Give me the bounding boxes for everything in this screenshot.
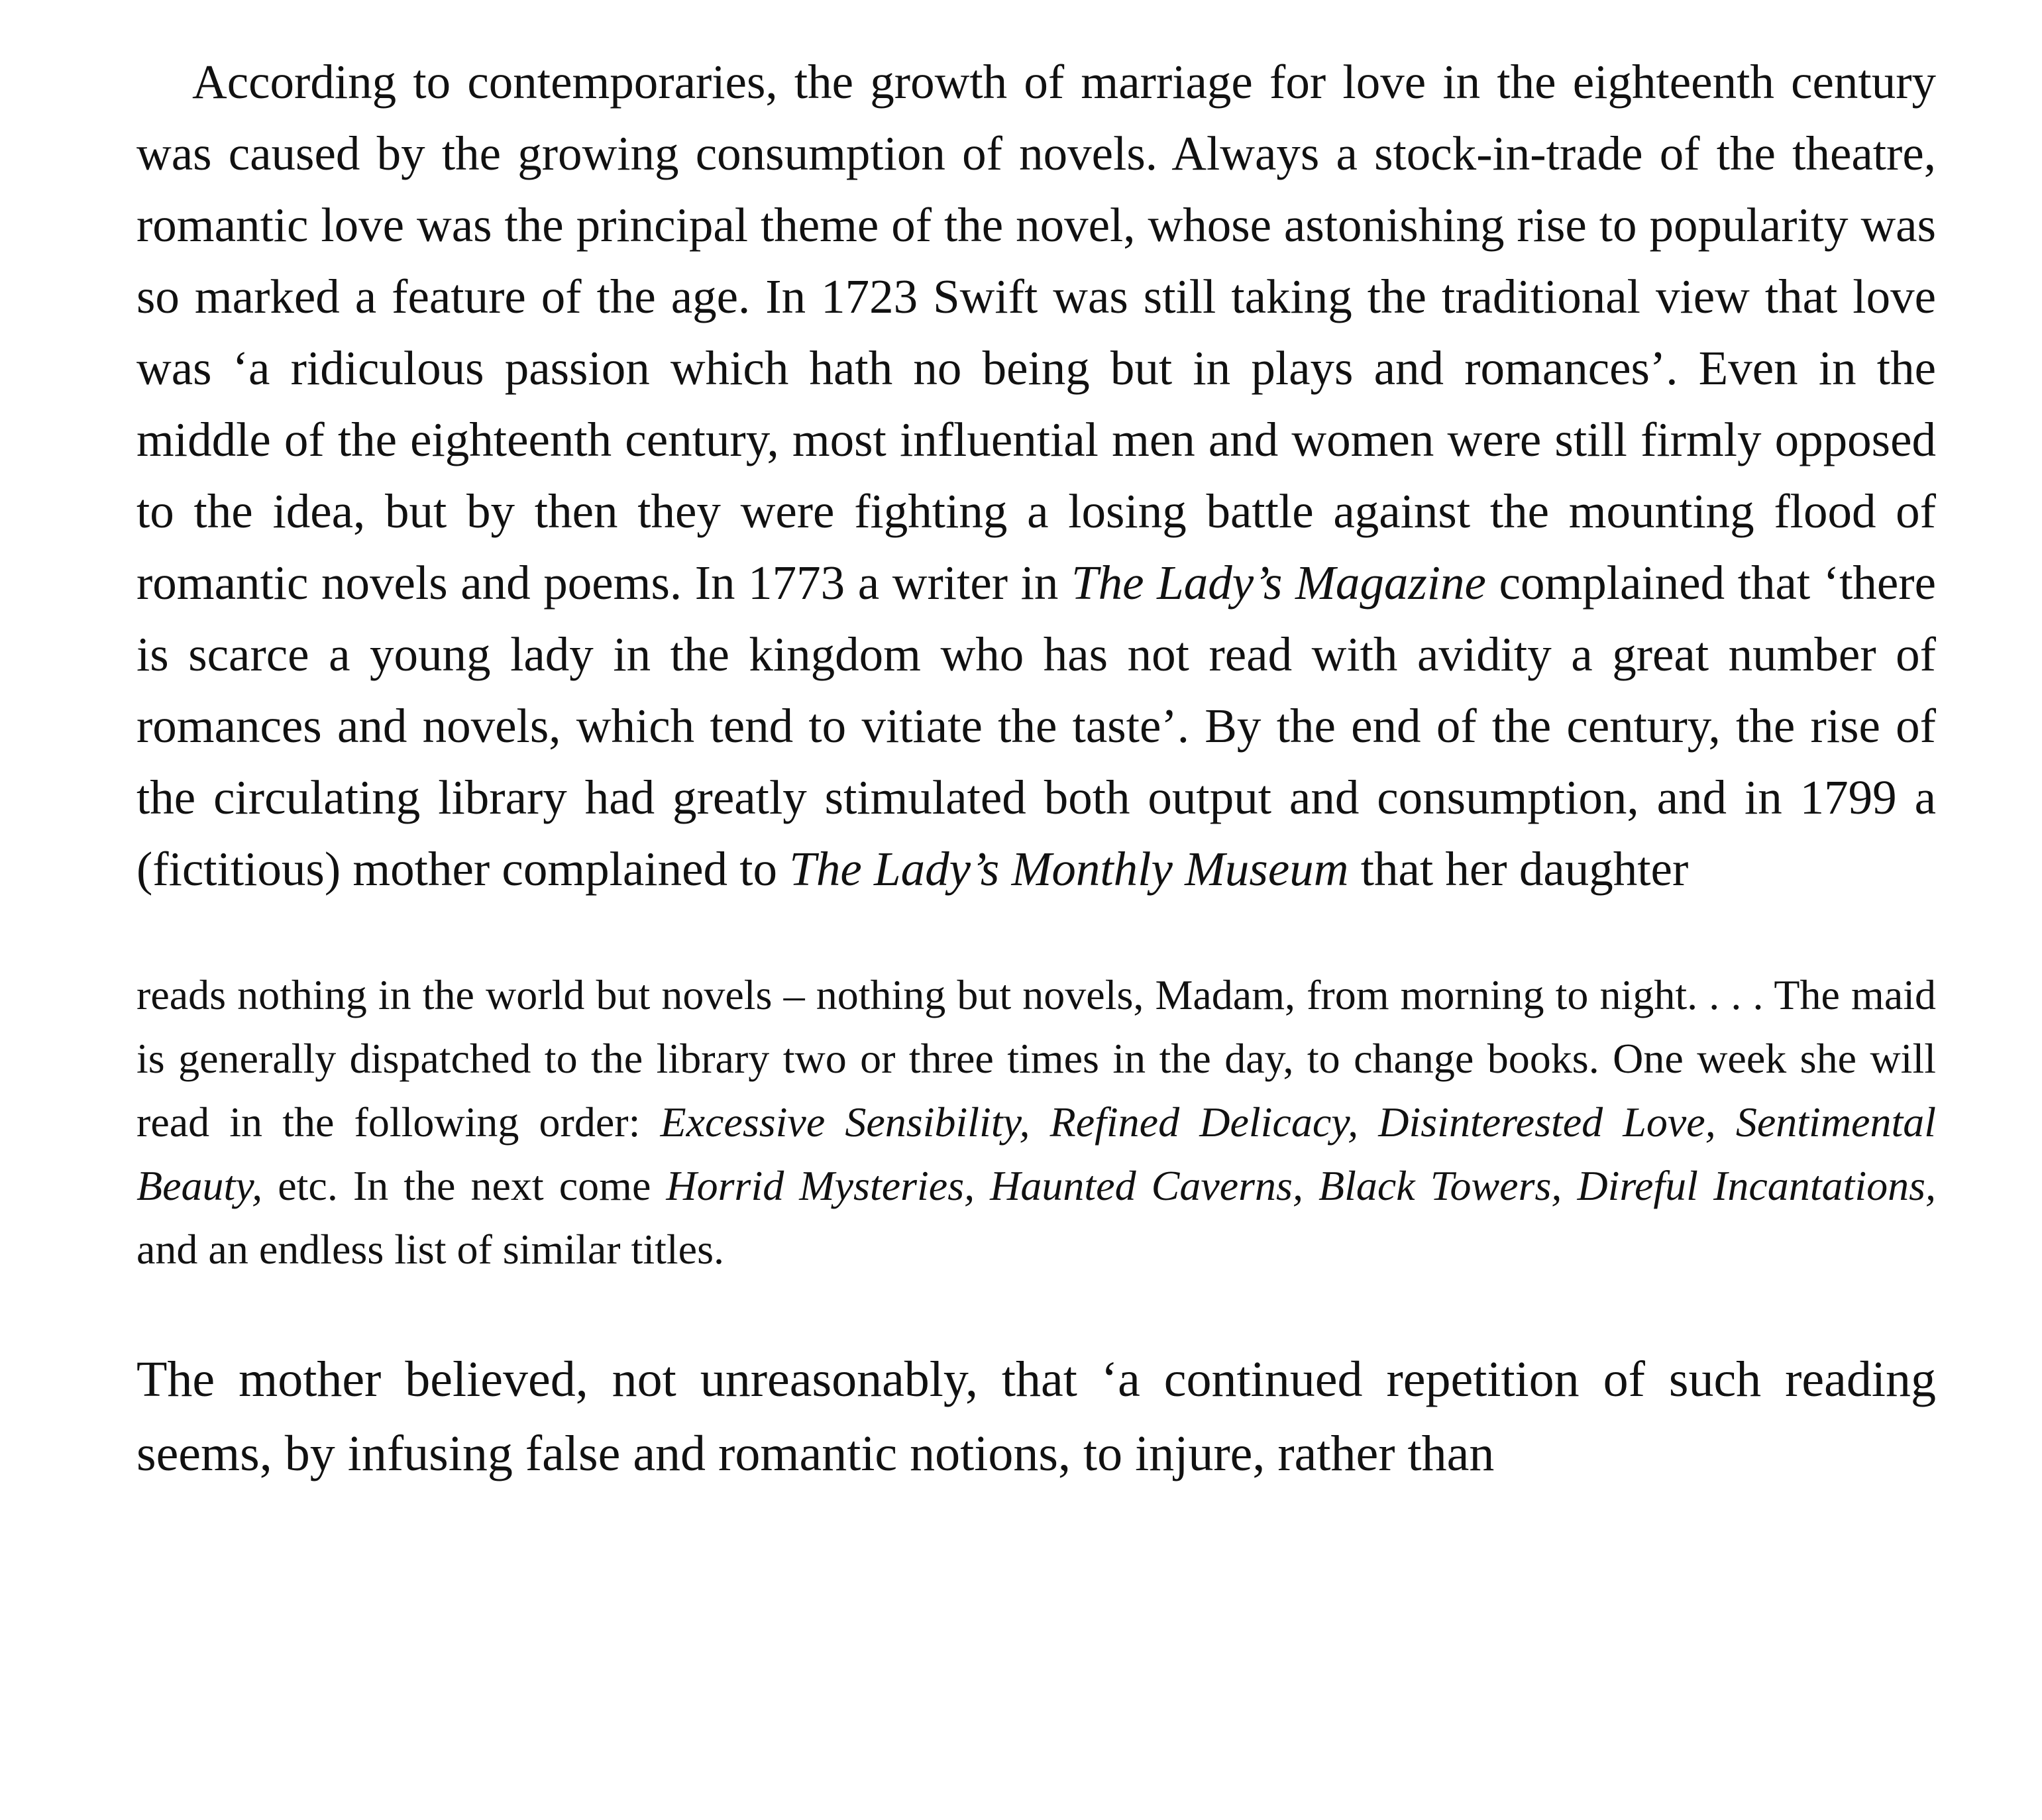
- block-quotation: [136, 963, 1936, 1281]
- body-paragraph-mother: [136, 1342, 1936, 1491]
- quote-text-segment: etc. In the next come: [262, 1162, 667, 1209]
- periodical-title-ladys-monthly-museum: The Lady’s Monthly Museum: [789, 842, 1349, 896]
- paragraph-text-segment: The mother believed, not unreasonably, that ‘a continued repetition of such reading seems, by infusing false and romantic notions, to injure, rather than: [136, 1352, 1936, 1481]
- paragraph-text-segment: complained that ‘there is scarce a young lady in the kingdom who has not read with avidity a great number of romances and novels, which tend to vitiate the taste’. By the end of the century, the rise of the circulating library had greatly stimulated both output and consumption, and in 1799 a (fictitious) mother complained to: [136, 556, 1936, 896]
- quote-text-segment: and an endless list of similar titles.: [136, 1226, 724, 1273]
- periodical-title-ladys-magazine: The Lady’s Magazine: [1071, 556, 1486, 610]
- paragraph-text-segment: According to contemporaries, the growth of marriage for love in the eighteenth century was caused by the growing consumption of novels. Always a stock-in-trade of the theatre, romantic love was the principal theme of the novel, whose astonishing rise to popularity was so marked a feature of the age. In 1723 Swift was still taking the traditional view that love was ‘a ridiculous passion which hath no being but in plays and romances’. Even in the middle of the eighteenth century, most influential men and women were still firmly opposed to the idea, but by then they were fighting a losing battle against the mounting flood of romantic novels and poems. In 1773 a writer in: [136, 55, 1936, 610]
- paragraph-text-segment: that her daughter: [1348, 842, 1689, 896]
- book-page: [136, 46, 1936, 1491]
- novel-titles-list-2: Horrid Mysteries, Haunted Caverns, Black Towers, Direful Incantations,: [666, 1162, 1937, 1209]
- quote-text-segment: reads nothing in the world but novels – nothing but novels, Madam, from morning to night. . . . The maid is generally dispatched to the library two or three times in the day, to change books. One week she will read in the following order:: [136, 971, 1936, 1146]
- novel-titles-list-1: Excessive Sensibility, Refined Delicacy, Disinterested Love, Sentimental Beauty,: [136, 1098, 1937, 1209]
- body-paragraph-novels: [136, 46, 1936, 905]
